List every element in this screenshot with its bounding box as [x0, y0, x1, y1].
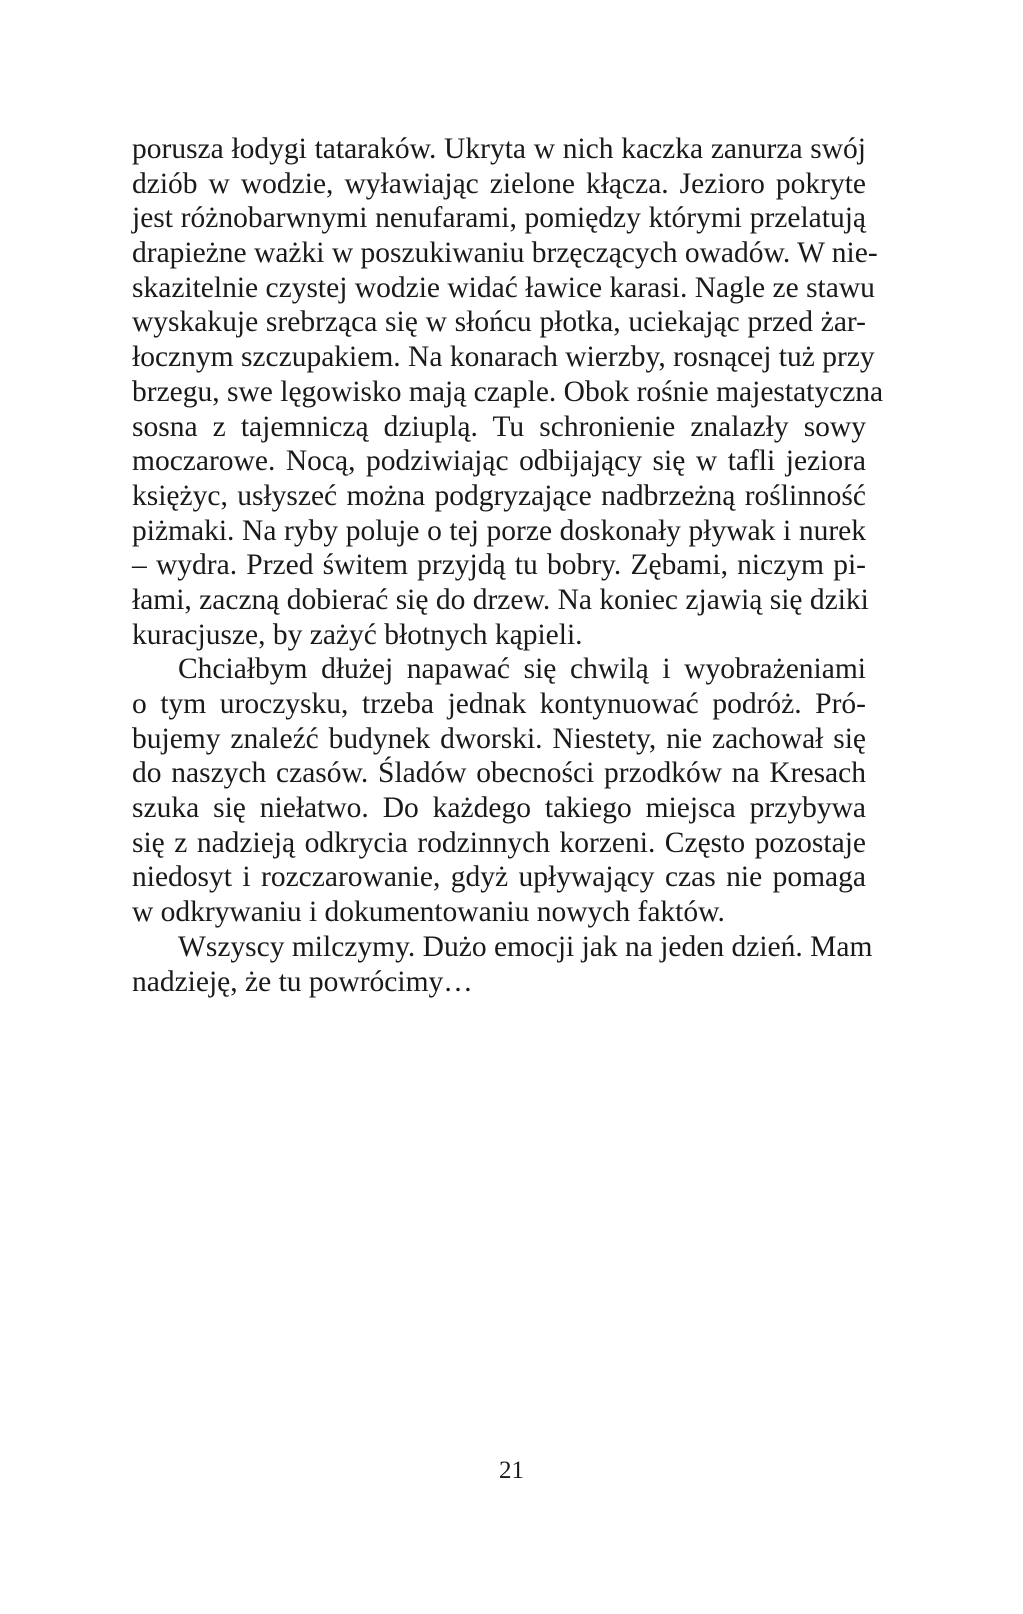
text-line: szuka się niełatwo. Do każdego takiego miejsca przybywa — [132, 792, 866, 825]
body-text — [132, 132, 884, 999]
text-line: porusza łodygi tataraków. Ukryta w nich kaczka zanurza swój — [132, 133, 866, 165]
text-line: księżyc, usłyszeć można podgryzające nadbrzeżną roślinność — [132, 479, 866, 512]
text-line: skazitelnie czystej wodzie widać ławice karasi. Nagle ze stawu — [132, 271, 875, 304]
text-line: Chciałbym dłużej napawać się chwilą i wyobrażeniami — [178, 653, 866, 686]
text-line: drapieżne ważki w poszukiwaniu brzęczących owadów. W nie- — [132, 237, 878, 270]
text-line: w odkrywaniu i dokumentowaniu nowych faktów. — [132, 896, 725, 929]
page-number: 21 — [499, 1457, 524, 1484]
text-line: piżmaki. Na ryby poluje o tej porze doskonały pływak i nurek — [132, 514, 866, 547]
text-line: Wszyscy milczymy. Dużo emocji jak na jeden dzień. Mam — [178, 930, 873, 963]
text-line: łocznym szczupakiem. Na konarach wierzby, rosnącej tuż przy — [132, 341, 875, 374]
text-line: bujemy znaleźć budynek dworski. Niestety, nie zachował się — [132, 722, 866, 755]
text-line: do naszych czasów. Śladów obecności przodków na Kresach — [132, 757, 866, 790]
text-line: – wydra. Przed świtem przyjdą tu bobry. Zębami, niczym pi- — [132, 549, 866, 582]
text-line: o tym uroczysku, trzeba jednak kontynuować podróż. Pró- — [132, 688, 866, 720]
text-line: jest różnobarwnymi nenufarami, pomiędzy którymi przelatują — [132, 202, 866, 235]
text-line: łami, zaczną dobierać się do drzew. Na koniec zjawią się dziki — [132, 583, 869, 616]
text-line: dziób w wodzie, wyławiając zielone kłącza. Jezioro pokryte — [132, 167, 866, 200]
paragraph — [132, 652, 866, 930]
text-line: kuracjusze, by zażyć błotnych kąpieli. — [132, 618, 583, 651]
text-line: niedosyt i rozczarowanie, gdyż upływający czas nie pomaga — [132, 861, 866, 894]
text-line: nadzieję, że tu powrócimy… — [132, 965, 473, 998]
paragraph — [132, 132, 884, 652]
text-line: się z nadzieją odkrycia rodzinnych korzeni. Często pozostaje — [132, 826, 866, 859]
text-line: wyskakuje srebrząca się w słońcu płotka, uciekając przed żar- — [132, 306, 866, 339]
text-line: sosna z tajemniczą dziuplą. Tu schronienie znalazły sowy — [132, 410, 866, 443]
text-line: moczarowe. Nocą, podziwiając odbijający się w tafli jeziora — [132, 445, 866, 478]
paragraph — [132, 930, 873, 999]
text-line: brzegu, swe lęgowisko mają czaple. Obok rośnie majestatyczna — [132, 375, 884, 408]
